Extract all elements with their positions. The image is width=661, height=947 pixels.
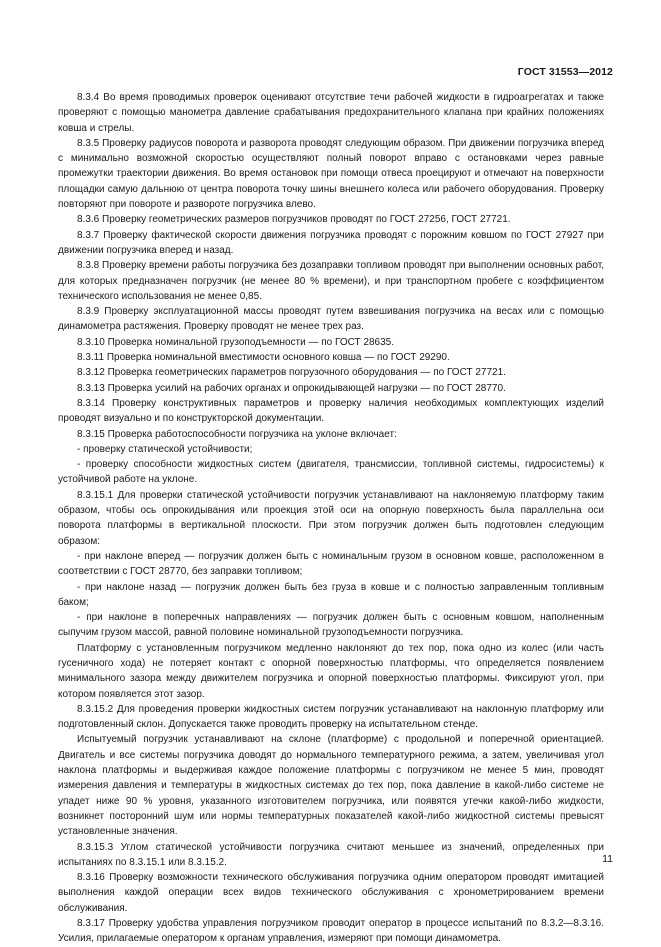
paragraph-8-3-7: 8.3.7 Проверку фактической скорости движения погрузчика проводят с порожним ковшом по ГОСТ 27927 при движении погрузчика вперед и назад. [58, 229, 604, 256]
paragraph-8-3-10: 8.3.10 Проверка номинальной грузоподъемности — по ГОСТ 28635. [77, 336, 395, 348]
paragraph-8-3-15-2: 8.3.15.2 Для проведения проверки жидкостных систем погрузчик устанавливают на наклонную платформу или подготовленный склон. Допускается также проводить проверку на испытательном стенде. [58, 703, 604, 731]
document-header: ГОСТ 31553—2012 [517, 66, 613, 78]
paragraph-8-3-15: 8.3.15 Проверка работоспособности погрузчика на уклоне включает: [77, 428, 397, 440]
list-item: - при наклоне вперед — погрузчик должен быть с номинальным грузом в основном ковше, расположенном в соответствии с ГОСТ 28770, без заправки топливом; [58, 550, 604, 578]
paragraph-platform-tilt: Платформу с установленным погрузчиком медленно наклоняют до тех пор, пока одно из колес (или часть гусеничного хода) не потеряет контакт с опорной поверхностью платформы, что определяется появлением минимального зазора между движителем погрузчика и опорной поверхностью платформы. Фиксируют угол, при котором появляется этот зазор. [58, 642, 604, 700]
paragraph-test-procedure: Испытуемый погрузчик устанавливают на склоне (платформе) с продольной и поперечной ориентацией. Двигатель и все системы погрузчика доводят до нормального температурного режима, а затем, увеличивая угол наклона платформы и выдерживая каждое положение платформы с погрузчиком не менее 5 мин, проводят измерения давления и температуры в жидкостных системах до тех пор, пока давление в какой-либо системе не упадет ниже 90 % уровня, указанного изготовителем погрузчика, или появятся утечки какой-либо жидкости, возникнет посторонний шум или нормы температурных показателей какой-либо жидкостной системы превысят установленные значения. [58, 734, 604, 838]
list-item: - проверку способности жидкостных систем (двигателя, трансмиссии, топливной системы, гидросистемы) к устойчивой работе на уклоне. [58, 459, 604, 486]
paragraph-8-3-14: 8.3.14 Проверку конструктивных параметров и проверку наличия необходимых комплектующих изделий проводят визуально и по конструкторской документации. [58, 397, 604, 425]
paragraph-8-3-15-1: 8.3.15.1 Для проверки статической устойчивости погрузчик устанавливают на наклоняемую платформу таким образом, чтобы ось опрокидывания или проекция этой оси на опорную поверхность была параллельна оси поворота платформы в вертикальной плоскости. При этом погрузчик должен быть подготовлен следующим образом: [58, 489, 604, 547]
list-item: - проверку статической устойчивости; [77, 443, 253, 455]
paragraph-8-3-12: 8.3.12 Проверка геометрических параметров погрузочного оборудования — по ГОСТ 27721. [77, 367, 506, 379]
paragraph-8-3-8: 8.3.8 Проверку времени работы погрузчика без дозаправки топливом проводят при выполнении основных работ, для которых предназначен погрузчик (не менее 80 % времени), и при транспортном пробеге с коэффициентом технического использования не менее 0,85. [58, 260, 604, 302]
paragraph-8-3-6: 8.3.6 Проверку геометрических размеров погрузчиков проводят по ГОСТ 27256, ГОСТ 27721. [77, 214, 511, 226]
paragraph-8-3-15-3: 8.3.15.3 Углом статической устойчивости погрузчика считают меньшее из значений, определенных при испытаниях по 8.3.15.1 или 8.3.15.2. [58, 841, 604, 868]
paragraph-8-3-11: 8.3.11 Проверка номинальной вместимости основного ковша — по ГОСТ 29290. [77, 352, 450, 364]
document-body [58, 90, 604, 947]
paragraph-8-3-13: 8.3.13 Проверка усилий на рабочих органах и опрокидывающей нагрузки — по ГОСТ 28770. [77, 382, 506, 394]
page-number: 11 [602, 853, 613, 865]
paragraph-8-3-4: 8.3.4 Во время проводимых проверок оценивают отсутствие течи рабочей жидкости в гидроагрегатах и также проверяют с помощью манометра давление срабатывания предохранительного клапана при крайних положениях ковша и стрелы. [58, 92, 604, 134]
list-item: - при наклоне назад — погрузчик должен быть без груза в ковше и с полностью заправленным топливным баком; [58, 581, 604, 608]
paragraph-8-3-17: 8.3.17 Проверку удобства управления погрузчиком проводит оператор в процессе испытаний по 8.3.2—8.3.16. Усилия, прилагаемые оператором к органам управления, измеряют при помощи динамометра. [58, 918, 604, 945]
paragraph-8-3-9: 8.3.9 Проверку эксплуатационной массы проводят путем взвешивания погрузчика на весах или с помощью динамометра растяжения. Проверку проводят не менее трех раз. [58, 306, 604, 333]
paragraph-8-3-16: 8.3.16 Проверку возможности технического обслуживания погрузчика одним оператором проводят имитацией выполнения каждой операции всех видов технического обслуживания с хронометрированием времени обслуживания. [58, 872, 604, 914]
paragraph-8-3-5: 8.3.5 Проверку радиусов поворота и разворота проводят следующим образом. При движении погрузчика вперед с минимально возможной скоростью осуществляют полный поворот вправо с остановками через равные промежутки траектории движения. Во время остановок при помощи отвеса проецируют и отмечают на поверхности площадки самую дальнюю от центра поворота точку шины внешнего колеса или рабочего оборудования. Проверку повторяют при повороте и развороте погрузчика влево. [58, 137, 604, 211]
list-item: - при наклоне в поперечных направлениях — погрузчик должен быть с основным ковшом, наполненным сыпучим грузом массой, равной половине номинальной грузоподъемности погрузчика. [58, 612, 604, 639]
